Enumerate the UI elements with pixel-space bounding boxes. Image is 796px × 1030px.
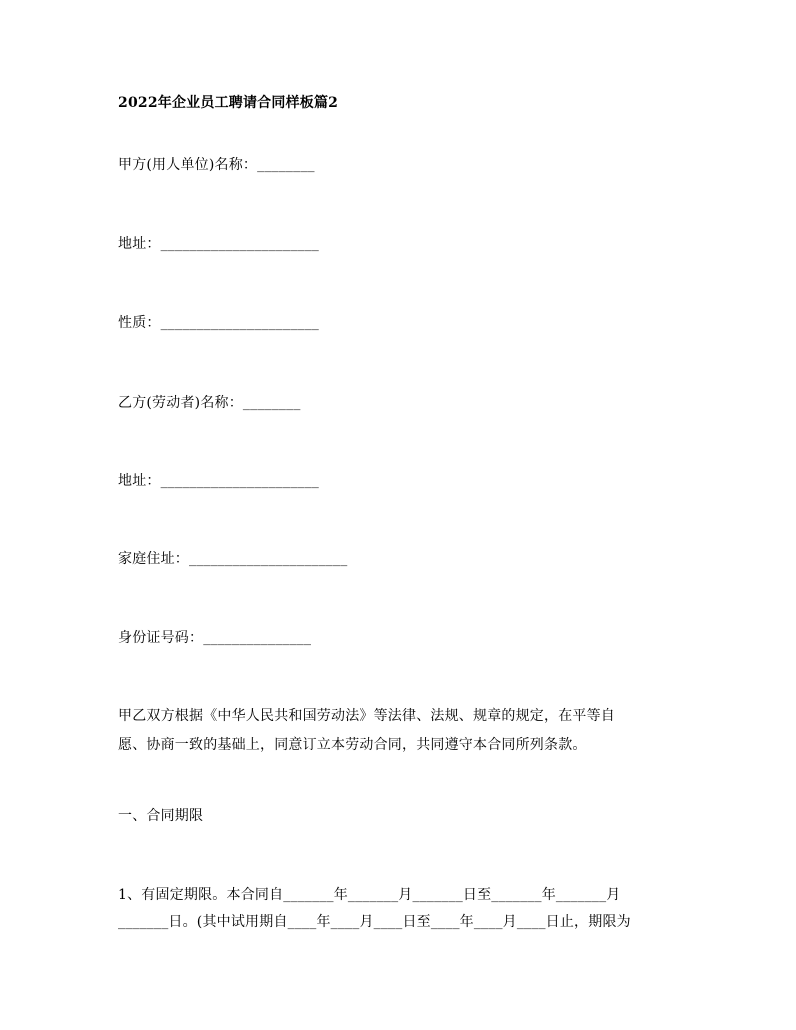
party-a-address-field: 地址：______________________ xyxy=(118,236,319,252)
party-b-home-address-field: 家庭住址：______________________ xyxy=(118,551,348,567)
clause-paragraph-line: 1、有固定期限。本合同自_______年_______月_______日至_______年_______月 xyxy=(118,887,621,903)
party-b-name-field: 乙方(劳动者)名称：________ xyxy=(118,395,301,411)
section-heading: 一、合同期限 xyxy=(118,808,204,824)
intro-paragraph-line: 愿、协商一致的基础上，同意订立本劳动合同，共同遵守本合同所列条款。 xyxy=(118,737,587,753)
document-page xyxy=(118,0,683,1030)
clause-paragraph-line: _______日。(其中试用期自____年____月____日至____年____月____日止，期限为 xyxy=(118,914,631,930)
party-b-address-field: 地址：______________________ xyxy=(118,473,319,489)
party-b-id-number-field: 身份证号码：_______________ xyxy=(118,630,312,646)
document-title: 2022年企业员工聘请合同样板篇2 xyxy=(118,95,339,111)
party-a-name-field: 甲方(用人单位)名称：________ xyxy=(118,157,315,173)
party-a-nature-field: 性质：______________________ xyxy=(118,315,319,331)
intro-paragraph-line: 甲乙双方根据《中华人民共和国劳动法》等法律、法规、规章的规定，在平等自 xyxy=(118,708,615,724)
